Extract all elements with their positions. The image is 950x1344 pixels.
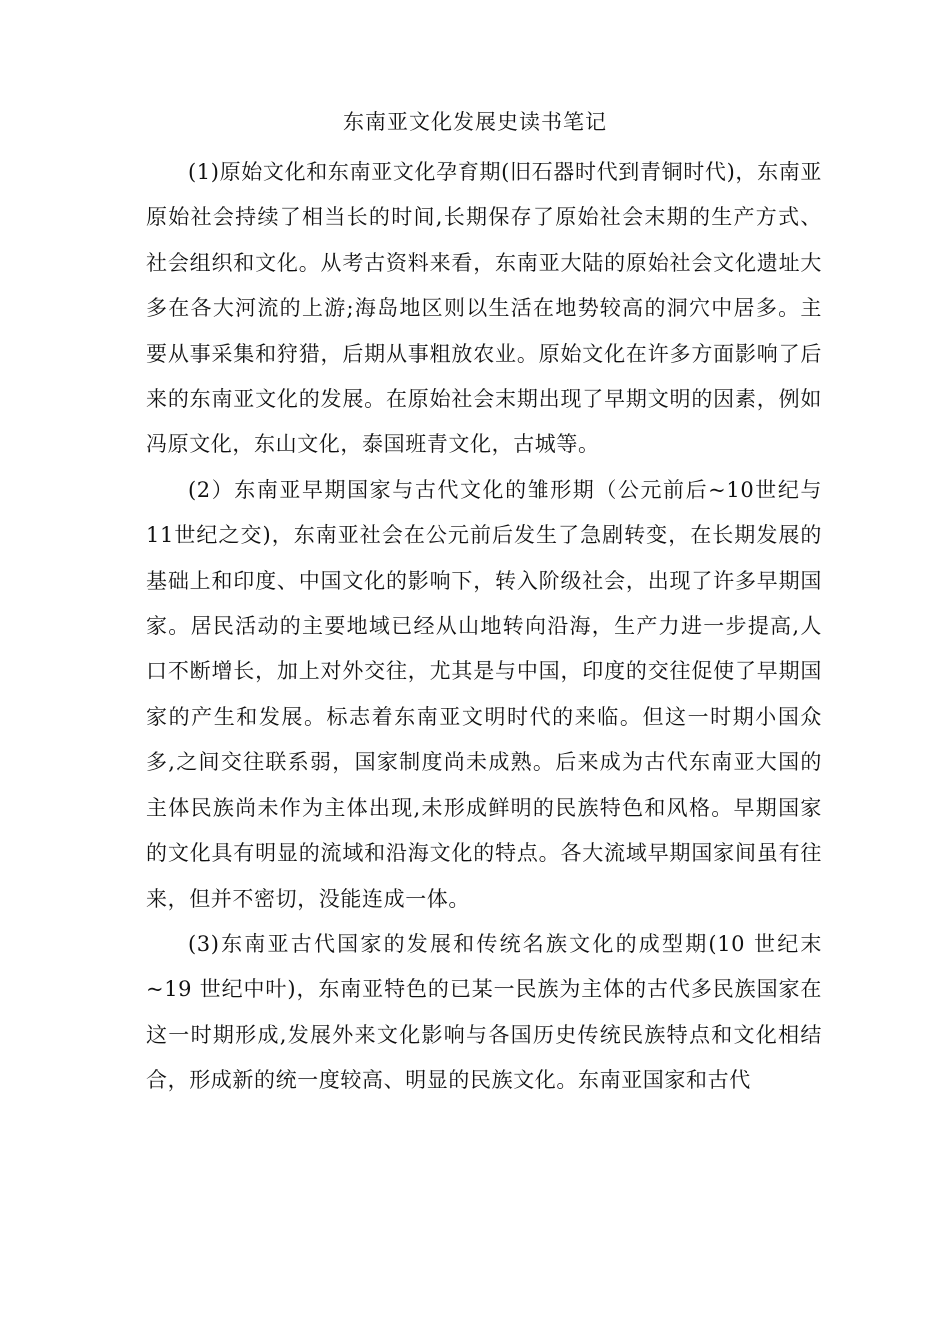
paragraph-1: (1)原始文化和东南亚文化孕育期(旧石器时代到青铜时代)，东南亚原始社会持续了相当长的时间,长期保存了原始社会末期的生产方式、社会组织和文化。从考古资料来看，东南亚大陆的原始社会文化遗址大多在各大河流的上游;海岛地区则以生活在地势较高的洞穴中居多。主要从事采集和狩猎，后期从事粗放农业。原始文化在许多方面影响了后来的东南亚文化的发展。在原始社会末期出现了早期文明的因素，例如冯原文化，东山文化，泰国班青文化，古城等。	[146, 160, 822, 457]
document-body	[146, 150, 822, 1104]
paragraph-3: (3)东南亚古代国家的发展和传统名族文化的成型期(10 世纪末~19 世纪中叶)，东南亚特色的已某一民族为主体的古代多民族国家在这一时期形成,发展外来文化影响与各国历史传统民族特点和文化相结合，形成新的统一度较高、明显的民族文化。东南亚国家和古代	[146, 931, 822, 1093]
document-title: 东南亚文化发展史读书笔记	[343, 110, 607, 134]
paragraph-2: (2）东南亚早期国家与古代文化的雏形期（公元前后~10世纪与11世纪之交)，东南亚社会在公元前后发生了急剧转变，在长期发展的基础上和印度、中国文化的影响下，转入阶级社会，出现了许多早期国家。居民活动的主要地域已经从山地转向沿海，生产力进一步提高,人口不断增长，加上对外交往，尤其是与中国，印度的交往促使了早期国家的产生和发展。标志着东南亚文明时代的来临。但这一时期小国众多,之间交往联系弱，国家制度尚未成熟。后来成为古代东南亚大国的主体民族尚未作为主体出现,未形成鲜明的民族特色和风格。早期国家的文化具有明显的流域和沿海文化的特点。各大流域早期国家间虽有往来，但并不密切，没能连成一体。	[146, 477, 822, 911]
